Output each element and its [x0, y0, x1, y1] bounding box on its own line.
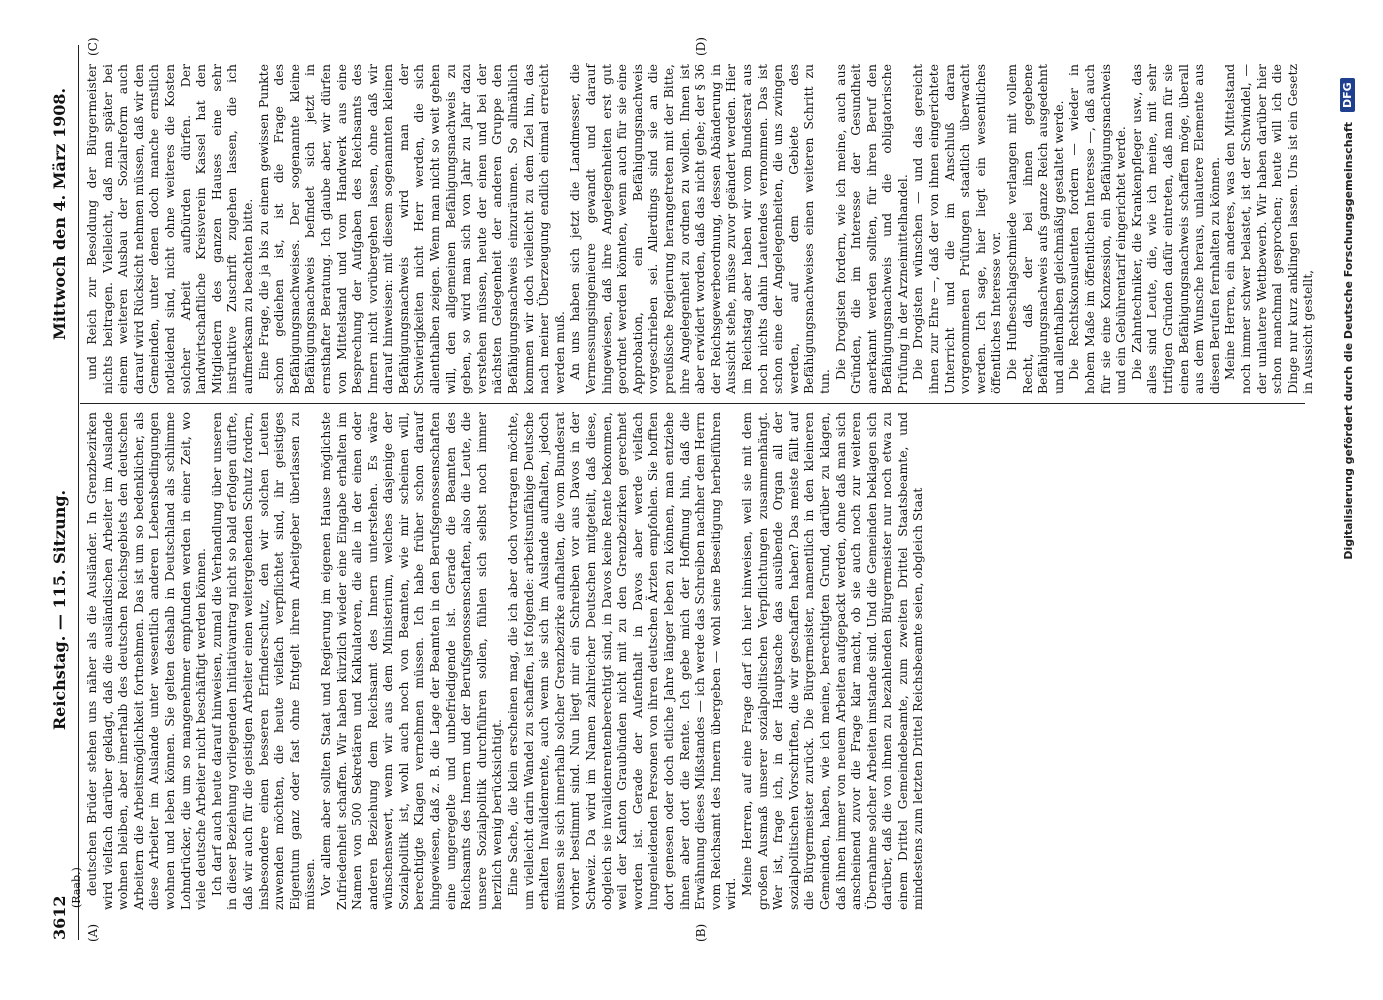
margin-mark-a: (A)	[86, 923, 100, 942]
margin-mark-c: (C)	[86, 37, 100, 56]
dfg-logo: DFG	[1340, 78, 1355, 112]
margin-mark-b: (B)	[694, 923, 708, 942]
paragraph: Eine Sache, die klein erscheinen mag, die ich aber doch vortragen möchte, um vielleicht darin Wandel zu schaffen, ist folgende: arbeitsunfähige Deutsche erhalten Invalidenrente, auch wenn sie sich im Auslande aufhalten, jedoch müssen sie sich innerhalb solcher Grenzbezirke aufhalten, die vom Bundesrat vorher bestimmt sind. Nun liegt mir ein Schreiben vor aus Davos in der Schweiz. Da wird im Namen zahlreicher Deutschen mitgeteilt, daß diese, obgleich sie invalidenrentenberechtigt sind, in Davos keine Rente bekommen, weil der Kanton Graubünden nicht mit zu den Grenzbezirken gerechnet worden ist. Gerade der Aufenthalt in Davos aber werde vielfach lungenleidenden Personen von ihren deutschen Ärzten empfohlen. Sie hofften dort genesen oder doch etliche Jahre länger leben zu können, man entziehe ihnen aber dort die Rente. Ich gebe mich der Hoffnung hin, daß die Erwähnung dieses Mißstandes — ich werde das Schreiben nachher dem Herrn vom Reichsamt des Innern übergeben — wohl seine Beseitigung herbeiführen wird.	[505, 412, 739, 910]
column-divider	[80, 403, 1305, 404]
paragraph: Meine Herren, ein anderes, was den Mittelstand noch immer schwer belastet, ist der Schwindel, — der unlautere Wettbewerb. Wir haben darüber hier schon manchmal gesprochen; heute will ich die Dinge nur kurz anklingen lassen. Uns ist ein Gesetz in Aussicht gestellt,	[1222, 64, 1316, 394]
speaker-continued: (Raab.)	[70, 867, 83, 908]
right-column	[84, 64, 1316, 394]
paragraph: Die Drogisten wünschen — und das gereicht ihnen zur Ehre —, daß der von ihnen eingerichtete Unterricht und die im Anschluß daran vorgenommenen Prüfungen staatlich überwacht werden. Ich sage, hier liegt ein wesentliches öffentliches Interesse vor.	[910, 64, 1004, 394]
paragraph: An uns haben sich jetzt die Landmesser, die Vermessungsingenieure gewandt und darauf hingewiesen, daß ihre Angelegenheiten erst gut geordnet werden könnten, wenn auch für sie eine Approbation, ein Befähigungsnachweis vorgeschrieben sei. Allerdings sind sie an die preußische Regierung herangetreten mit der Bitte, ihre Angelegenheit zu ordnen zu wollen. Ihnen ist aber erwidert worden, daß das nicht gehe; der § 36 der Reichsgewerbeordnung, dessen Abänderung in Aussicht stehe, müsse zuvor geändert werden. Hier im Reichstag aber haben wir vom Bundesrat aus noch nichts dahin Lautendes vernommen. Das ist schon eine der Angelegenheiten, die uns zwingen werden, auf dem Gebiete des Befähigungsnachweises einen weiteren Schritt zu tun.	[567, 64, 832, 394]
paragraph: Die Drogisten fordern, wie ich meine, auch aus Gründen, die im Interesse der Gesundheit anerkannt werden sollten, für ihren Beruf den Befähigungsnachweis und die obligatorische Prüfung in der Arzneimittelhandel.	[832, 64, 910, 394]
left-column	[84, 412, 1304, 910]
paragraph: und Reich zur Besoldung der Bürgermeister nichts beitragen. Vielleicht, daß man später bei einem weiteren Ausbau der Sozialreform auch darauf wird Rücksicht nehmen müssen, daß wir den Gemeinden, unter denen doch manche ernstlich notleidend sind, nicht ohne weiteres die Kosten solcher Arbeit aufbürden dürfen. Der landwirtschaftliche Kreisverein Kassel hat den Mitgliedern des ganzen Hauses eine sehr instruktive Zuschrift zugehen lassen, die ich aufmerksam zu beachten bitte.	[84, 64, 255, 394]
paragraph: Meine Herren, auf eine Frage darf ich hier hinweisen, weil sie mit dem großen Ausmaß unserer sozialpolitischen Verpflichtungen zusammenhängt. Wer ist, frage ich, in der Hauptsache das ausübende Organ all der sozialpolitischen Vorschriften, die wir geschaffen haben? Das meiste fällt auf die Bürgermeister zurück. Die Bürgermeister, namentlich in den kleineren Gemeinden, haben, wie ich meine, berechtigten Grund, darüber zu klagen, daß ihnen immer von neuem Arbeiten aufgepackt werden, ohne daß man sich anscheinend zuvor die Frage klar macht, ob sie auch noch zur weiteren Übernahme solcher Arbeiten imstande sind. Und die Gemeinden beklagen sich darüber, daß die von ihnen zu bezahlenden Bürgermeister nur noch etwa zu einem Drittel Gemeindebeamte, zum zweiten Drittel Staatsbeamte, und mindestens zum letzten Drittel Reichsbeamte seien, obgleich Staat	[738, 412, 926, 910]
funding-note	[1338, 0, 1378, 1000]
session-date: Mittwoch den 4. März 1908.	[50, 87, 69, 340]
paragraph: Eine Frage, die ja bis zu einem gewissen Punkte schon gediehen ist, ist die Frage des Befähigungsnachweises. Der sogenannte kleine Befähigungsnachweis befindet sich jetzt in ernsthafter Beratung. Ich glaube aber, wir dürfen von Mittelstand und vom Handwerk aus eine Besprechung der Aufgaben des Reichsamts des Innern nicht vorübergehen lassen, ohne daß wir darauf hinweisen: mit diesem sogenannten kleinen Befähigungsnachweis wird man der Schwierigkeiten nicht Herr werden, die sich allenthalben zeigen. Wenn man nicht so weit gehen will, den allgemeinen Befähigungsnachweis zu geben, so wird man sich von Jahr zu Jahr dazu verstehen müssen, heute der einen und bei der nächsten Gelegenheit der anderen Gruppe den Befähigungsnachweis einzuräumen. So allmählich kommen wir doch vielleicht zu dem Ziel hin, das nach meiner Überzeugung endlich einmal erreicht werden muß.	[255, 64, 567, 394]
paragraph: Die Rechtskonsulenten fordern — wieder in hohem Maße im öffentlichen Interesse —, daß auch für sie eine Konzession, ein Befähigungsnachweis und ein Gebührentarif eingerichtet werde.	[1066, 64, 1129, 394]
paragraph: Vor allem aber sollten Staat und Regierung im eigenen Hause möglichste Zufriedenheit schaffen. Wir haben kürzlich wieder eine Eingabe erhalten im Namen von 500 Sekretären und Kalkulatoren, die alle in der einen oder anderen Beziehung dem Reichsamt des Innern unterstehen. Es wäre wünschenswert, wenn wir aus dem Ministerium, welches dasjenige der Sozialpolitik ist, wohl auch noch von Beamten, wie mir scheinen will, berechtigte Klagen vernehmen müssen. Ich habe früher schon darauf hingewiesen, daß z. B. die Lage der Beamten in den Berufsgenossenschaften eine ungeregelte und unbefriedigende ist. Gerade die Beamten des Reichsamts des Innern und der Berufsgenossenschaften, also die Leute, die unsere Sozialpolitik durchführen sollen, fühlen sich selbst noch immer herzlich wenig berücksichtigt.	[317, 412, 505, 910]
paragraph: deutschen Brüder stehen uns näher als die Ausländer. In Grenzbezirken wird vielfach darüber geklagt, daß die ausländischen Arbeiter im Auslande wohnen bleiben, aber innerhalb des deutschen Reichsgebiets den deutschen Arbeitern die Arbeitsmöglichkeit fortnehmen. Das ist um so bedenklicher, als diese Arbeiter im Auslande unter wesentlich anderen Lebensbedingungen wohnen und leben können. Sie gelten deshalb in Deutschland als schlimme Lohndrücker, die um so mangenehmer empfunden werden in einer Zeit, wo viele deutsche Arbeiter nicht beschäftigt werden können.	[84, 412, 209, 910]
funding-text: Digitalisierung gefördert durch die Deutsche Forschungsgemeinschaft	[1342, 122, 1355, 560]
margin-mark-d: (D)	[694, 37, 708, 56]
paragraph: Ich darf auch heute darauf hinweisen, zumal die Verhandlung über unseren in dieser Beziehung vorliegenden Initiativantrag nicht so bald erfolgen dürfte, daß wir auch für die geistigen Arbeiter einen weitergehenden Schutz fordern, insbesondere einen besseren Erfinderschutz, den wir solchen Leuten zuwenden möchten, die heute vielfach verpflichtet sind, ihr geistiges Eigentum ganz oder fast ohne Entgelt ihrem Arbeitgeber überlassen zu müssen.	[208, 412, 318, 910]
header-rule	[78, 45, 79, 940]
session-title: Reichstag. — 115. Sitzung.	[50, 489, 69, 731]
paragraph: Die Hufbeschlagschmiede verlangen mit vollem Recht, daß der bei ihnen gegebene Befähigungsnachweis aufs ganze Reich ausgedehnt und allenthalben gleichmäßig gestaltet werde.	[1004, 64, 1066, 394]
page-header	[50, 45, 74, 940]
paragraph: Die Zahntechniker, die Krankenpfleger usw., das alles sind Leute, die, wie ich meine, mit sehr triftigen Gründen dafür eintreten, daß man für sie einen Befähigungsnachweis schaffen möge, überall aus dem Wunsche heraus, unlautere Elemente aus diesen Berufen fernhalten zu können.	[1128, 64, 1222, 394]
page-number: 3612	[50, 895, 69, 940]
